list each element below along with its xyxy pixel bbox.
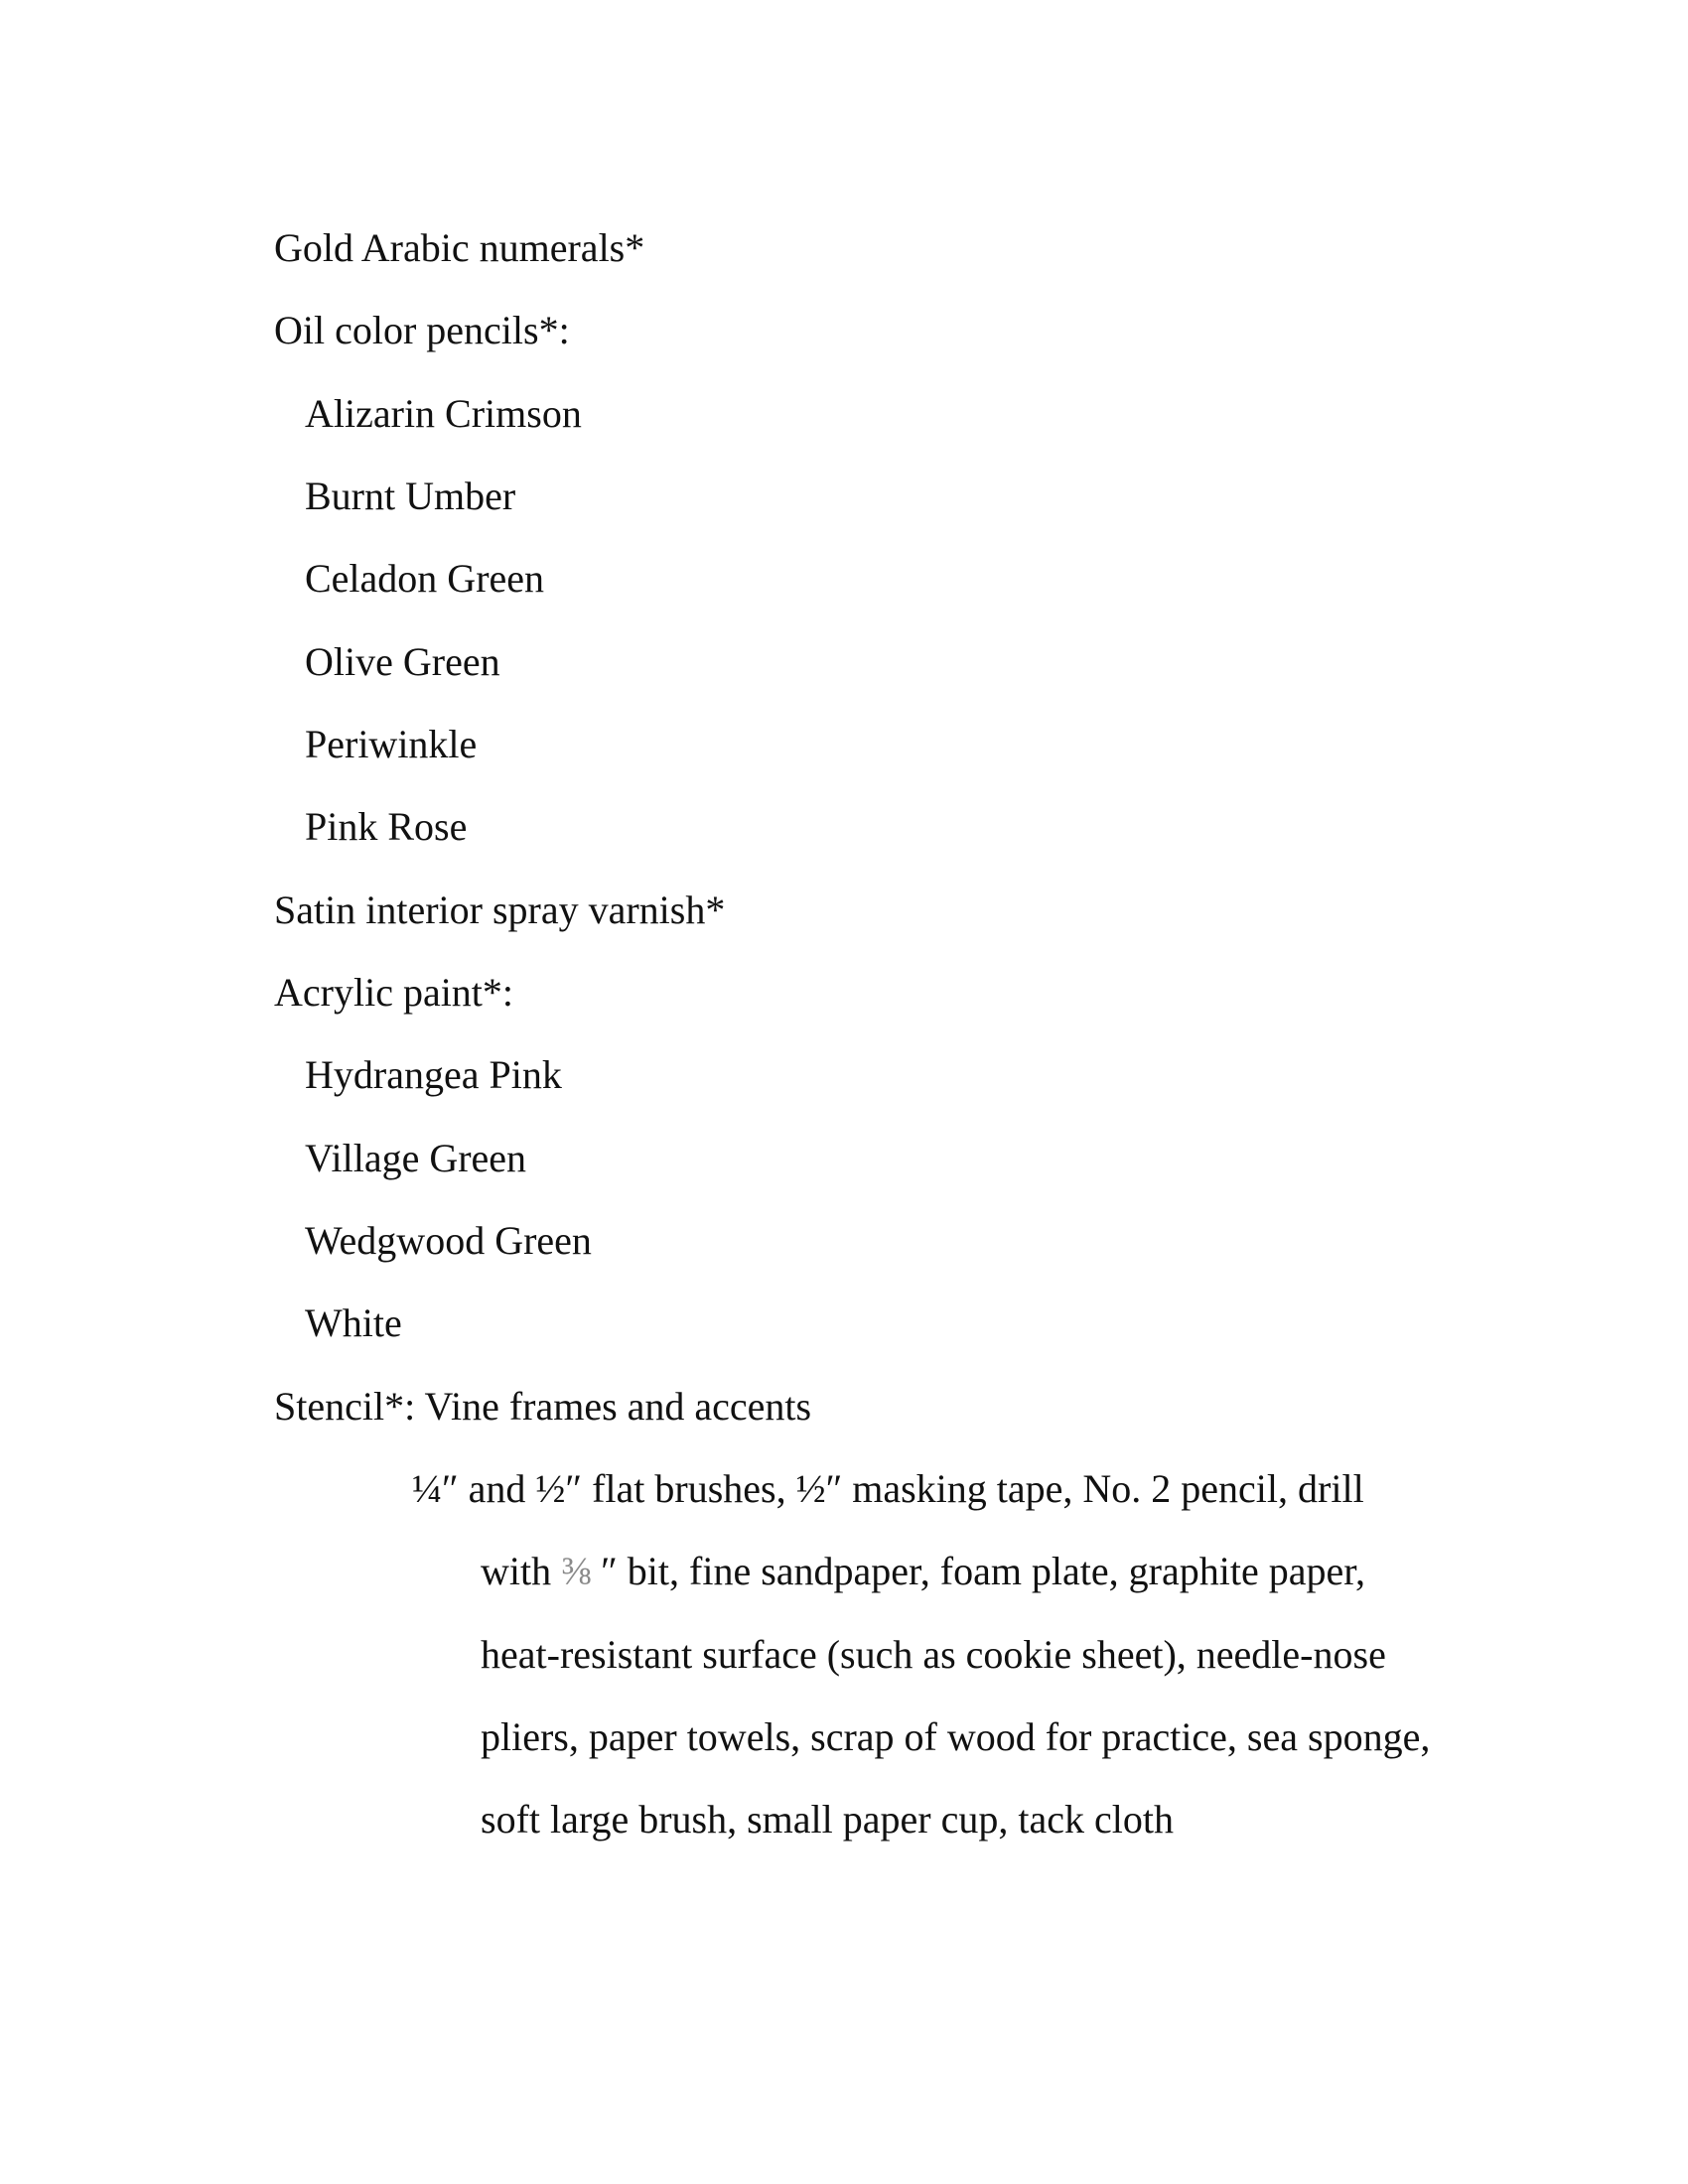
oil-pencil-item: Olive Green bbox=[305, 639, 500, 684]
stencil-item: Stencil*: Vine frames and accents bbox=[274, 1384, 812, 1429]
oil-pencils-heading: Oil color pencils*: bbox=[274, 308, 570, 352]
acrylic-paint-item: Wedgwood Green bbox=[305, 1218, 592, 1263]
supplies-line: pliers, paper towels, scrap of wood for practice, sea sponge, bbox=[481, 1714, 1431, 1759]
varnish-item: Satin interior spray varnish* bbox=[274, 887, 726, 932]
oil-pencil-item: Pink Rose bbox=[305, 804, 468, 849]
supplies-line: heat-resistant surface (such as cookie sheet), needle-nose bbox=[481, 1632, 1386, 1677]
oil-pencil-item: Periwinkle bbox=[305, 722, 478, 766]
oil-pencil-item: Celadon Green bbox=[305, 556, 545, 601]
supplies-line: soft large brush, small paper cup, tack cloth bbox=[481, 1797, 1174, 1842]
supplies-line bbox=[481, 1548, 1365, 1595]
supplies-text: ″ bit, fine sandpaper, foam plate, graphite paper, bbox=[591, 1549, 1365, 1593]
gold-numerals-item: Gold Arabic numerals* bbox=[274, 225, 645, 270]
acrylic-paint-item: Hydrangea Pink bbox=[305, 1052, 562, 1097]
acrylic-heading: Acrylic paint*: bbox=[274, 970, 514, 1015]
acrylic-paint-item: Village Green bbox=[305, 1136, 527, 1180]
fraction-three-eighths: ⅜ bbox=[561, 1549, 592, 1593]
oil-pencil-item: Alizarin Crimson bbox=[305, 391, 582, 436]
supplies-text: with bbox=[481, 1549, 562, 1593]
supplies-line: ¼″ and ½″ flat brushes, ½″ masking tape, No. 2 pencil, drill bbox=[412, 1466, 1364, 1511]
acrylic-paint-item: White bbox=[305, 1300, 402, 1345]
oil-pencil-item: Burnt Umber bbox=[305, 474, 516, 518]
